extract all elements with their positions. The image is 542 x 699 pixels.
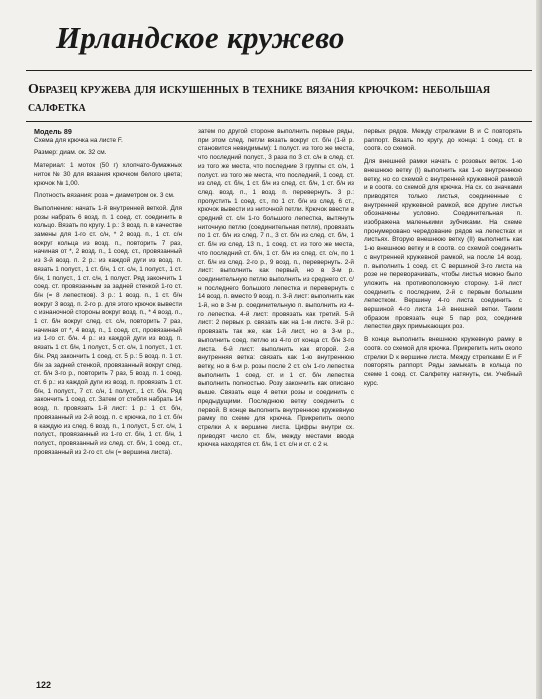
size-note: Размер: диам. ок. 32 см. [34,149,107,157]
model-heading: Модель 89 [34,127,72,136]
material-paragraph: Материал: 1 моток (50 г) хлопчато-бумажных ниток № 30 для вязания крючком белого цвета; крючок № 1,00. [34,162,182,187]
page-subtitle: Образец кружева для искушенных в технике вязания крючком: небольшая салфетка [28,82,491,115]
outer-frame-paragraph: Для внешней рамки начать с розовых веток. 1-ю внешнюю ветку (I) выполнить как 1-ю внутреннюю ветку, но со схемой с внутренней кружевной рамкой и в соотв. со схемой для крючка. На сх. со значками приводятся только листья, соединенные с внутренней кружевной рамкой, все другие листья обозначены условно. Соединительная п. изображена маленькими зубчиками. На схеме пронумеровано чередование рядов на лепестках и листьях. Вторую внешнюю ветку (II) выполнить как 1-ю внешнюю ветку и в соотв. со схемой соединить с внутренней кружевной рамкой, на после 14 возд. п. выполнить 1 соед. ст. С вершиной 3-го листа на розе не переворачивать, чтобы листья можно было уложить на противоположную сторону. 1-й лист соединить с последним, 2-й с первым большим лепестком. Вершину 4-го листа соединить с вершиной 4-го листа 1-й внешней ветки. Таким образом провязать еще 5 пар роз, соединив лепестки двух примыкающих роз. [364,158,522,331]
subtitle-rule-bottom [26,121,532,122]
density-paragraph: Плотность вязания: роза = диаметром ок. 3 см. [34,192,175,200]
text-column-1 [34,128,182,457]
text-column-3 [364,128,522,388]
scheme-note: Схема для крючка на листе F. [34,136,123,144]
instructions-paragraph: первых рядов. Между стрелками В и С повторять раппорт. Вязать по кругу, до конца: 1 соед. ст. в соотв. со схемой. [364,128,522,153]
finishing-paragraph: В конце выполнить внешнюю кружевную рамку в соотв. со схемой для крючка. Прикрепить нить около стрелки D к вершине листа. Между стрелками E и F повторять раппорт. Ряды замыкать в кольца по схеме 1 соед. ст. Салфетку натянуть, см. Учебный курс. [364,336,522,387]
page-title: Ирландское кружево [56,20,345,55]
page-edge [536,0,542,699]
page-number: 122 [36,680,52,690]
title-rule-top [26,70,532,71]
text-column-2 [198,128,354,450]
instructions-paragraph: Выполнение: начать 1-й внутренней веткой. Для розы набрать 6 возд. п. 1 соед. ст. соединить в кольцо. Вязать по кругу. 1 р.: 3 возд. п. в качестве замены для 1-го ст. с/н, * 2 возд. п., 1 ст. с/н вокруг кольца из возд. п., повторить 7 раз, начиная от *, 2 возд. п., 1 соед. ст., провязанный из 3-й возд. п. 2 р.: из каждой дуги из возд. п. вязать 1 полуст., 1 ст. б/н, 1 ст. с/н, 1 полуст., 1 ст. б/н, 1 полуст., 1 ст. с/н, 1 полуст. Ряд закончить 1 соед. ст. провязанным за задней стенкой 1-го ст. б/н (= 8 лепестков). 3 р.: 1 возд. п., 1 ст. б/н вокруг 3 возд. п. 2-го р. для этого крючок вывести с изнаночной стороны вокруг возд. п., * 4 возд. п., 1 ст. б/н вокруг след. ст. с/н, повторить 7 раз, начиная от *, 4 возд. п., 1 соед. ст., провязанный из 1-го ст. б/н. 4 р.: из каждой дуги из возд. п. вязать 1 ст. б/н, 1 полуст., 5 ст. с/н, 1 полуст., 1 ст. б/н. Ряд закончить 1 соед. ст. 5 р.: 5 возд. п. 1 ст. б/н за задней стенкой, провязанный вокруг след. ст. б/н 3-го р., повторить 7 раз, 5 возд. п. 1 соед. ст. 6 р.: из каждой дуги из возд. п. провязать 1 ст. б/н, 1 полуст., 7 ст. с/н, 1 полуст., 1 ст. б/н. Ряд закончить 1 соед. ст. Затем от стебля набрать 14 возд. п. провязать 1-й лист: 1 р.: 1 ст. б/н, провязанный из 2-й возд. п. с крючка, по 1 ст. б/н в каждую из след. 6 возд. п., 1 полуст., 5 ст. с/н, 1 полуст., провязанный из 1-го ст. б/н, 1 ст. б/н, 1 полуст., провязанный из след. ст. б/н, 1 соед. ст., провязанный из 2-го ст. с/н (= вершина листа). [34,204,182,456]
instructions-paragraph: затем по другой стороне выполнить первые ряды, при этом след. петли вязать вокруг ст. б/н (1-й р. становится невидимым): 1 полуст. из того же места, что последний полуст., 3 раза по 3 ст. с/н в след. ст. из того же места, что последние 3 группы ст. с/н, 1 полуст. из того же места, что последний, 1 соед. ст. из след. ст. б/н, 1 ст. б/н из след. ст. б/н, 1 ст. б/н из след. возд. п., 1 возд. п. перевернуть. 3 р.: пропустить 1 соед. ст., по 1 ст. б/н из след. 6 ст., крючок вывести из ниточной петли. Крючок ввести в средний ст. с/н 1-го большого лепестка, вытянуть ниточную петлю (соединительная петля), провязать по 1 ст. б/н из след. 7 п., 3 ст. б/н из след. ст. б/н, 1 ст. б/н из след. 13 п., 1 соед. ст. из того же места, что последний ст. б/н, 1 ст. б/н из след. ст. с/н, по 1 ст. б/н из след. 2-го р., 9 возд. п., перевернуть. 2-й лист: выполнить как первый, но в 3-м р. соединительную петлю выполнить из среднего ст. с/н последнего большого лепестка и перевернуть с 14 возд. п. вместо 9 возд. п. 3-й лист: выполнить как 1-й, но в 3-м р. соединительную п. выполнить из 4-го лепестка. 4-й лист: провязать как третий. 5-й лист: 2 первых р. связать как на 1-м листе. 3-й р.: провязать так же, как 1-й лист, но в 3-м р., выполнить соед. петлю из 4-го от конца ст. б/н 3-го листа. 6-й лист: выполнить как второй. 2-я внутренняя ветка: связать как 1-ю внутреннюю ветку, но в 6-м р. розы после 2 ст. с/н 1-го лепестка выполнить 1 соед. ст. и 1 ст. б/н лепестка выполнить полностью. Розу закончить как описано выше. Связать еще 4 ветки розы и соединить с предыдущими. Последнюю ветку соединить с первой. В конце выполнить внутреннюю кружевную рамку по схеме для крючка. Прикрепить около стрелки А к вершине листа. Цифры внутри сх. приводят число ст. б/н, между местами ввода крючка находятся ст. б/н, 1 ст. с/н и ст. с 2 н. [198,128,354,449]
